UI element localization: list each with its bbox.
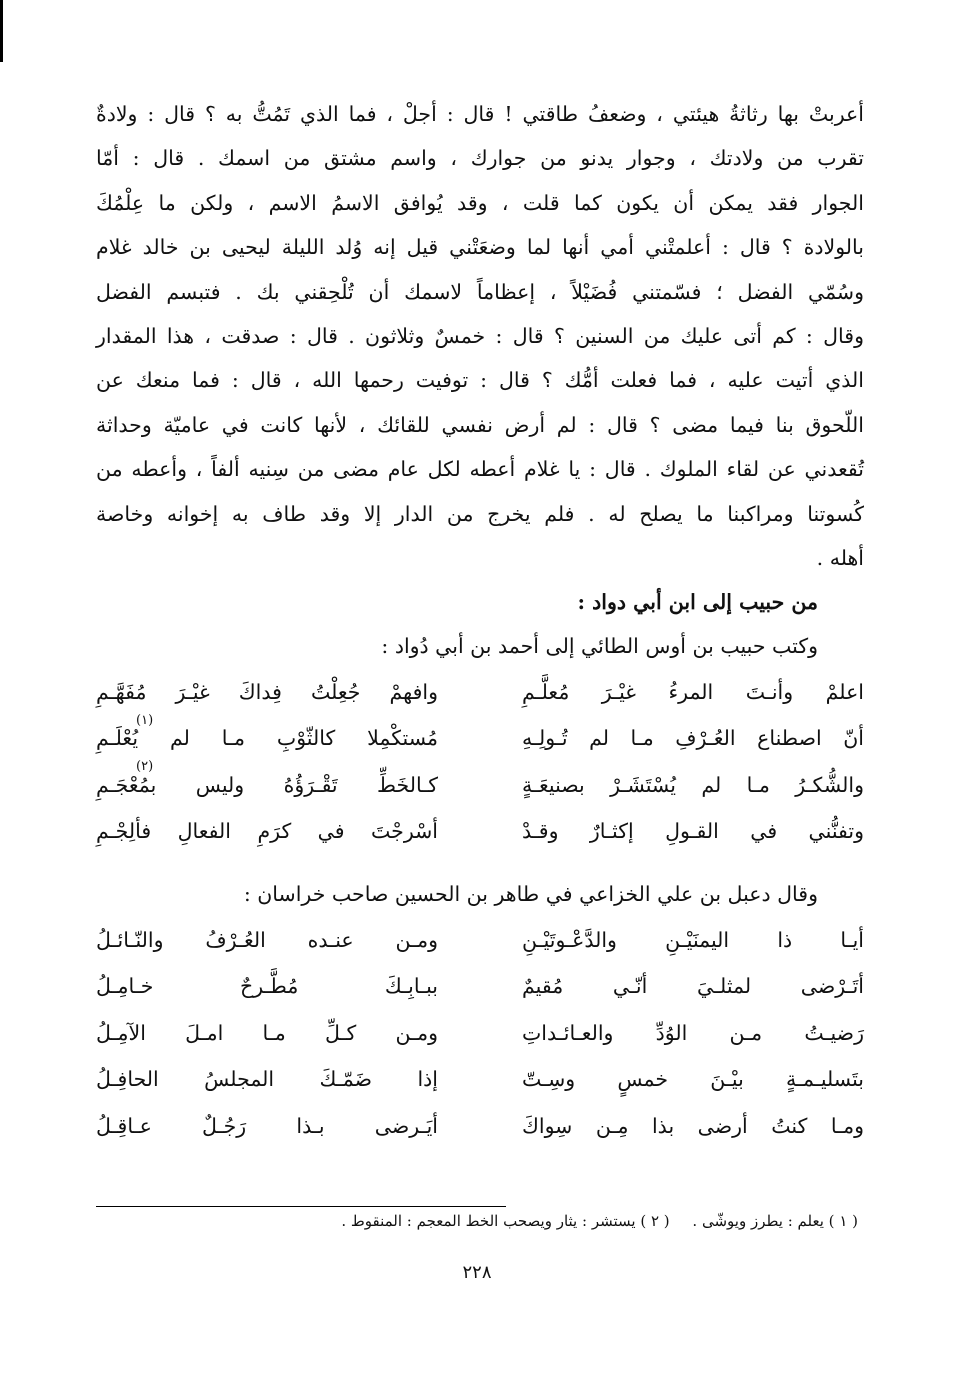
footnotes (90, 1208, 858, 1234)
verse-first-hemistich: أيـا ذا اليمنَيْـنِ والدَّعْـوتَيْـنِ (522, 927, 864, 952)
verse-first-hemistich: أتَـرْضى لمثلـيَ أنّـي مُقيمٌ (522, 974, 864, 999)
footnote-rule (96, 1206, 506, 1207)
verse (96, 712, 864, 762)
footnote-marker: (٢) (136, 759, 154, 775)
verse-second-hemistich: وافهمْ جُعِلْتُ فِداكَ غيْـرَ مُفَهَّـمِ (96, 679, 438, 704)
verse (96, 1056, 864, 1103)
text-line: تُقعدني عن لقاء الملوك . قال : يا غلام أعطه لكل عام مضى من سِنيه ألفاً ، وأعطه من (96, 457, 864, 482)
footnote-2: ( ٢ ) يستشر : يثار ويصحب الخط المعجم : المنقوط . (341, 1212, 670, 1230)
text-line: اللّحوق بنا فيما مضى ؟ قال : لم أرض نفسي للقائك ، لأنها كانت في عاميّة وحداثة (96, 412, 864, 437)
spacer (96, 854, 864, 872)
section-heading: من حبيب إلى ابن أبي دواد : (577, 590, 818, 615)
verse-first-hemistich: اعلمْ وأنـتَ المرءُ غيْـرَ مُعلَّـمِ (522, 679, 864, 704)
verse-first-hemistich: وتفنُّني في القـولِ إكثـارٌ وقـدْ (522, 819, 864, 844)
verse-first-hemistich: والشُّكـرُ مـا لم يُسْتَشَـرْ بصنيعَـةٍ (522, 772, 864, 797)
verse-first-hemistich: أنّ اصطناع العُـرْفِ مـا لم تُـولِـهِ (522, 726, 864, 751)
verse-second-hemistich: كـالخَطِّ تَقْـرَؤُهُ وليس بمُعْجَـمِ (96, 772, 438, 797)
footnote-1: ( ١ ) يعلم : يطرز ويوشّى . (692, 1212, 858, 1230)
verse (96, 1009, 864, 1056)
text-line: أعربتْ بها رثاثةُ هيئتي ، وضعفُ طاقتي ! قال : أجلْ ، فما الذي تَمُتُّ به ؟ قال : ولادةٌ (96, 102, 864, 126)
verse (96, 916, 864, 963)
verse-second-hemistich: أسْرجْتَ في كرَمِ الفعالِ فألِجْـمِ (96, 819, 438, 844)
verse-second-hemistich: ببـابِـكَ مُطَّـرحٌ خـامِـلُ (96, 974, 438, 999)
verse-second-hemistich: مُستكْمِلا كالثّوْبِ مـا لم يُعْلَـمِ (96, 726, 438, 751)
verse (96, 963, 864, 1010)
page-edge-mark (0, 0, 3, 62)
verse-first-hemistich: بتَسليـمـةٍ بيْـنَ خمسٍ وسِـتّ (522, 1067, 864, 1092)
verse-second-hemistich: إذا ضَمّـكَ المجلسُ الحافِـلُ (96, 1067, 438, 1092)
text-line: الجوار فقد يمكن أن يكون كما قلت ، وقد يُوافق الاسمُ الاسم ، ولكن ما عِلْمُكَ (96, 190, 864, 215)
text-line: وسُمّي الفضل ؛ فسّمتني فُضَيْلاً ، إعظاماً لاسمك أن تُلْحِقني بك . فتبسم الفضل (96, 279, 864, 304)
verse-second-hemistich: ومـن عنـده العُـرْفُ والنّـائـلُ (96, 927, 438, 952)
verse (96, 668, 864, 715)
text-line: أهله . (816, 546, 864, 571)
text-line: بالولادة ؟ قال : أعلمتْني أمي أنها لما وضعَتْني قيل إنه وُلد الليلة ليحيى بن خالد غلام (96, 235, 864, 260)
text-line: وقال : كم أتى عليك من السنين ؟ قال : خمسٌ وثلاثون . قال : صدقت ، هذا المقدار (96, 324, 864, 349)
poem-habib (96, 668, 864, 854)
verse (96, 808, 864, 855)
verse-second-hemistich: أيَـرضى بـذا رَجُـلٌ عـاقِـلُ (96, 1113, 438, 1138)
page-body (96, 92, 864, 1149)
footnote-marker: (١) (136, 712, 154, 728)
poem-intro: وكتب حبيب بن أوس الطائي إلى أحمد بن أبي دُواد : (381, 634, 818, 659)
body-paragraph (96, 92, 864, 580)
text-line: كُسوتنا ومراكبنا ما يصلح له . فلم يخرج من الدار إلا وقد طاف به إخوانه وخاصة (96, 501, 864, 526)
verse-second-hemistich: ومـن كـلِّ مـا امـلَ الآمِـلُ (96, 1020, 438, 1045)
verse (96, 1102, 864, 1149)
poem-intro: وقال دعبل بن علي الخزاعي في طاهر بن الحسين صاحب خراسان : (243, 882, 818, 907)
text-line: الذي أتيت عليه ، فما فعلت أمُّك ؟ قال : توفيت رحمها الله ، قال : فما منعك عن (96, 368, 864, 393)
text-line: تقرب من ولادتك ، وجوار يدنو من جوارك ، واسم مشتق من اسمك . قال : أمّا (96, 146, 864, 171)
verse-first-hemistich: رَضيـتُ مـن الوُدِّ والعـائـداتِ (522, 1020, 864, 1045)
verse (96, 761, 864, 808)
page-number: ٢٢٨ (462, 1262, 492, 1283)
poem-dibil (96, 916, 864, 1149)
verse-first-hemistich: ومـا كنتُ أرضى بذا مِـن سِواكَ (522, 1113, 864, 1138)
